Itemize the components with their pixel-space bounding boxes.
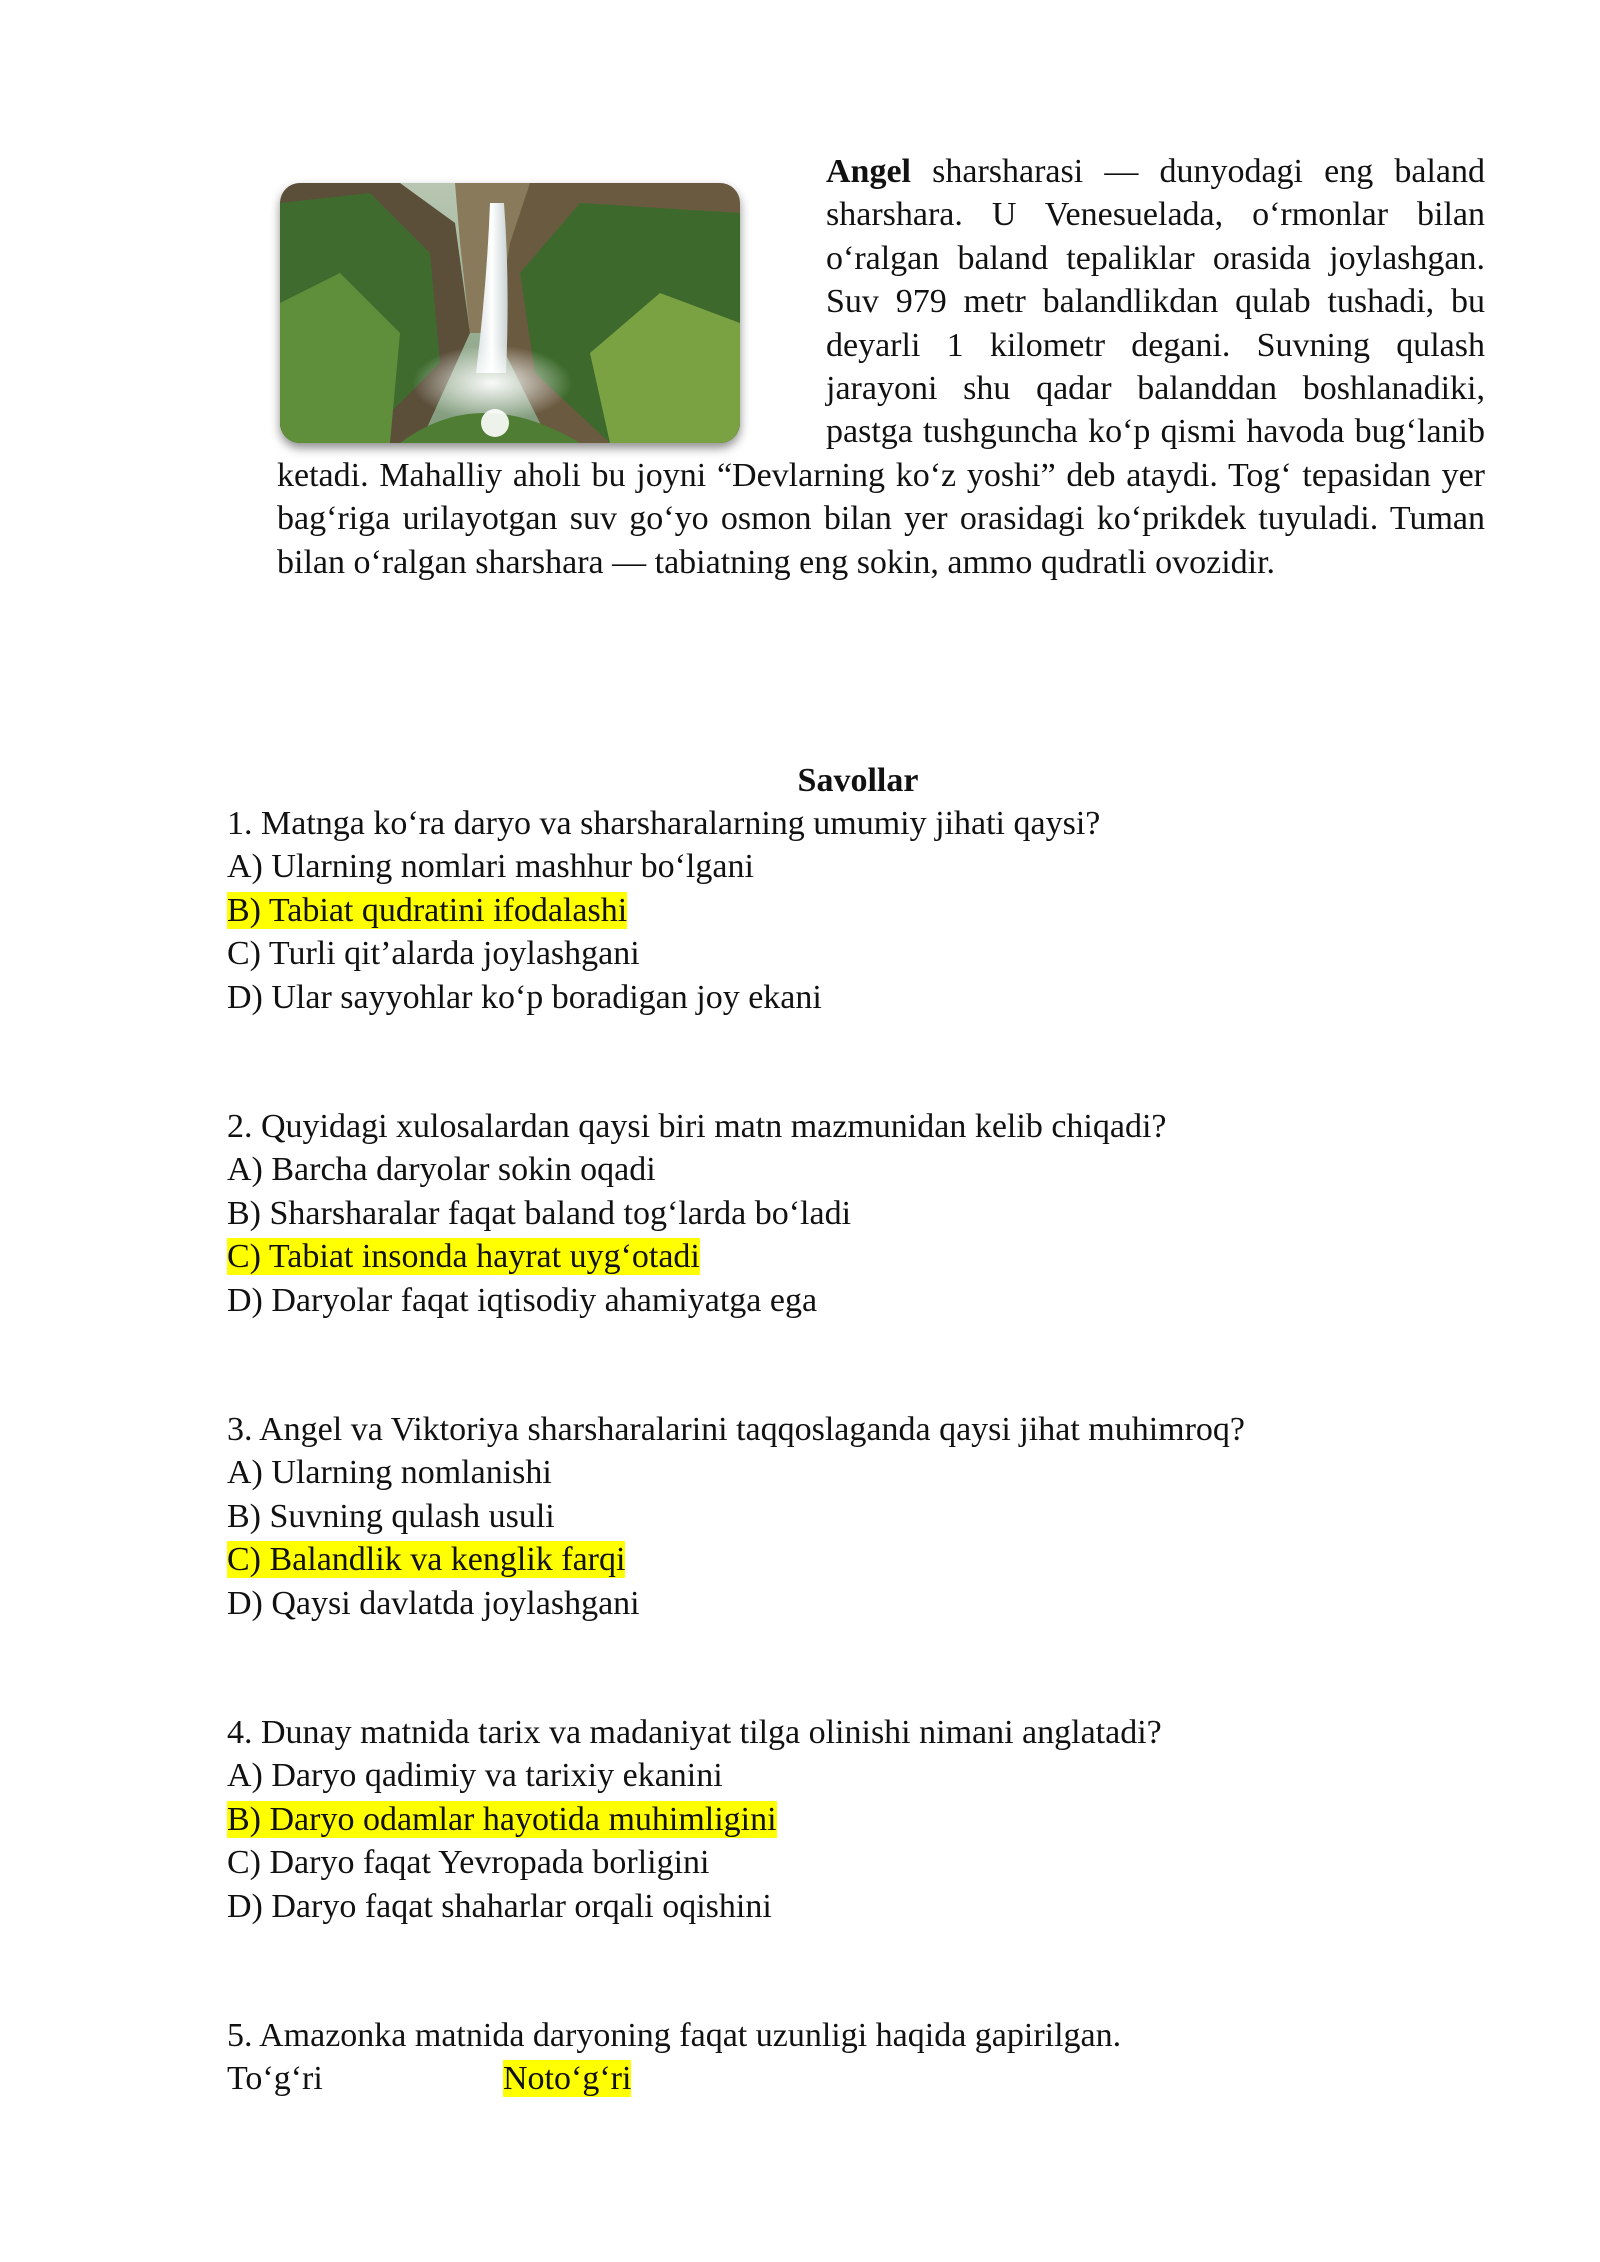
answer-option-b: B) Sharsharalar faqat baland tog‘larda bo‘ladi <box>227 1194 852 1232</box>
questions-heading: Savollar <box>797 762 919 799</box>
answer-option-b-correct: B) Daryo odamlar hayotida muhimligini <box>227 1800 777 1838</box>
question-3 <box>227 1408 1527 1625</box>
answer-true: To‘g‘ri <box>227 2060 323 2098</box>
answer-option-d: D) Daryolar faqat iqtisodiy ahamiyatga ega <box>227 1281 818 1319</box>
answer-option-a: A) Ularning nomlanishi <box>227 1454 552 1492</box>
question-5 <box>227 2014 1527 2101</box>
answer-option-c-correct: C) Balandlik va kenglik farqi <box>227 1541 626 1579</box>
answer-option-d: D) Ular sayyohlar ko‘p boradigan joy ekani <box>227 978 822 1016</box>
question-text: 1. Matnga ko‘ra daryo va sharsharalarning umumiy jihati qaysi? <box>227 805 1101 842</box>
question-text: 4. Dunay matnida tarix va madaniyat tilga olinishi nimani anglatadi? <box>227 1714 1162 1751</box>
question-text: 2. Quyidagi xulosalardan qaysi biri matn mazmunidan kelib chiqadi? <box>227 1108 1167 1145</box>
answer-option-a: A) Ularning nomlari mashhur bo‘lgani <box>227 848 754 886</box>
question-1 <box>227 802 1527 1019</box>
answer-option-a: A) Daryo qadimiy va tarixiy ekanini <box>227 1757 723 1795</box>
answer-option-b-correct: B) Tabiat qudratini ifodalashi <box>227 891 628 929</box>
question-2 <box>227 1105 1527 1322</box>
question-text: 5. Amazonka matnida daryoning faqat uzunligi haqida gapirilgan. <box>227 2017 1122 2054</box>
answer-option-c-correct: C) Tabiat insonda hayrat uyg‘otadi <box>227 1238 700 1276</box>
question-4 <box>227 1711 1527 1928</box>
question-text: 3. Angel va Viktoriya sharsharalarini taqqoslaganda qaysi jihat muhimroq? <box>227 1411 1246 1448</box>
answer-option-b: B) Suvning qulash usuli <box>227 1497 555 1535</box>
answer-option-a: A) Barcha daryolar sokin oqadi <box>227 1151 656 1189</box>
true-false-row <box>227 2057 1527 2100</box>
waterfall-image <box>280 183 740 443</box>
waterfall-photo <box>280 183 740 443</box>
passage <box>277 150 1485 584</box>
answer-option-c: C) Turli qit’alarda joylashgani <box>227 935 640 973</box>
answer-false-correct: Noto‘g‘ri <box>503 2060 632 2098</box>
passage-lead: Angel <box>826 153 911 190</box>
answer-option-c: C) Daryo faqat Yevropada borligini <box>227 1844 710 1882</box>
answer-option-d: D) Qaysi davlatda joylashgani <box>227 1584 640 1622</box>
answer-option-d: D) Daryo faqat shaharlar orqali oqishini <box>227 1887 772 1925</box>
passage-body: sharsharasi — dunyodagi eng baland sharshara. U Venesuelada, o‘rmonlar bilan o‘ralgan baland tepaliklar orasida joylashgan. Suv 979 metr balandlikdan qulab tushadi, bu deyarli 1 kilometr degani. Suvning qulash jarayoni shu qadar balanddan boshlanadiki, pastga tushguncha ko‘p qismi havoda bug‘lanib ketadi. Mahalliy aholi bu joyni “Devlarning ko‘z yoshi” deb ataydi. Tog‘ tepasidan yer bag‘riga urilayotgan suv go‘yo osmon bilan yer orasidagi ko‘prikdek tuyuladi. Tuman bilan o‘ralgan sharshara — tabiatning eng sokin, ammo qudratli ovozidir. <box>277 153 1485 581</box>
